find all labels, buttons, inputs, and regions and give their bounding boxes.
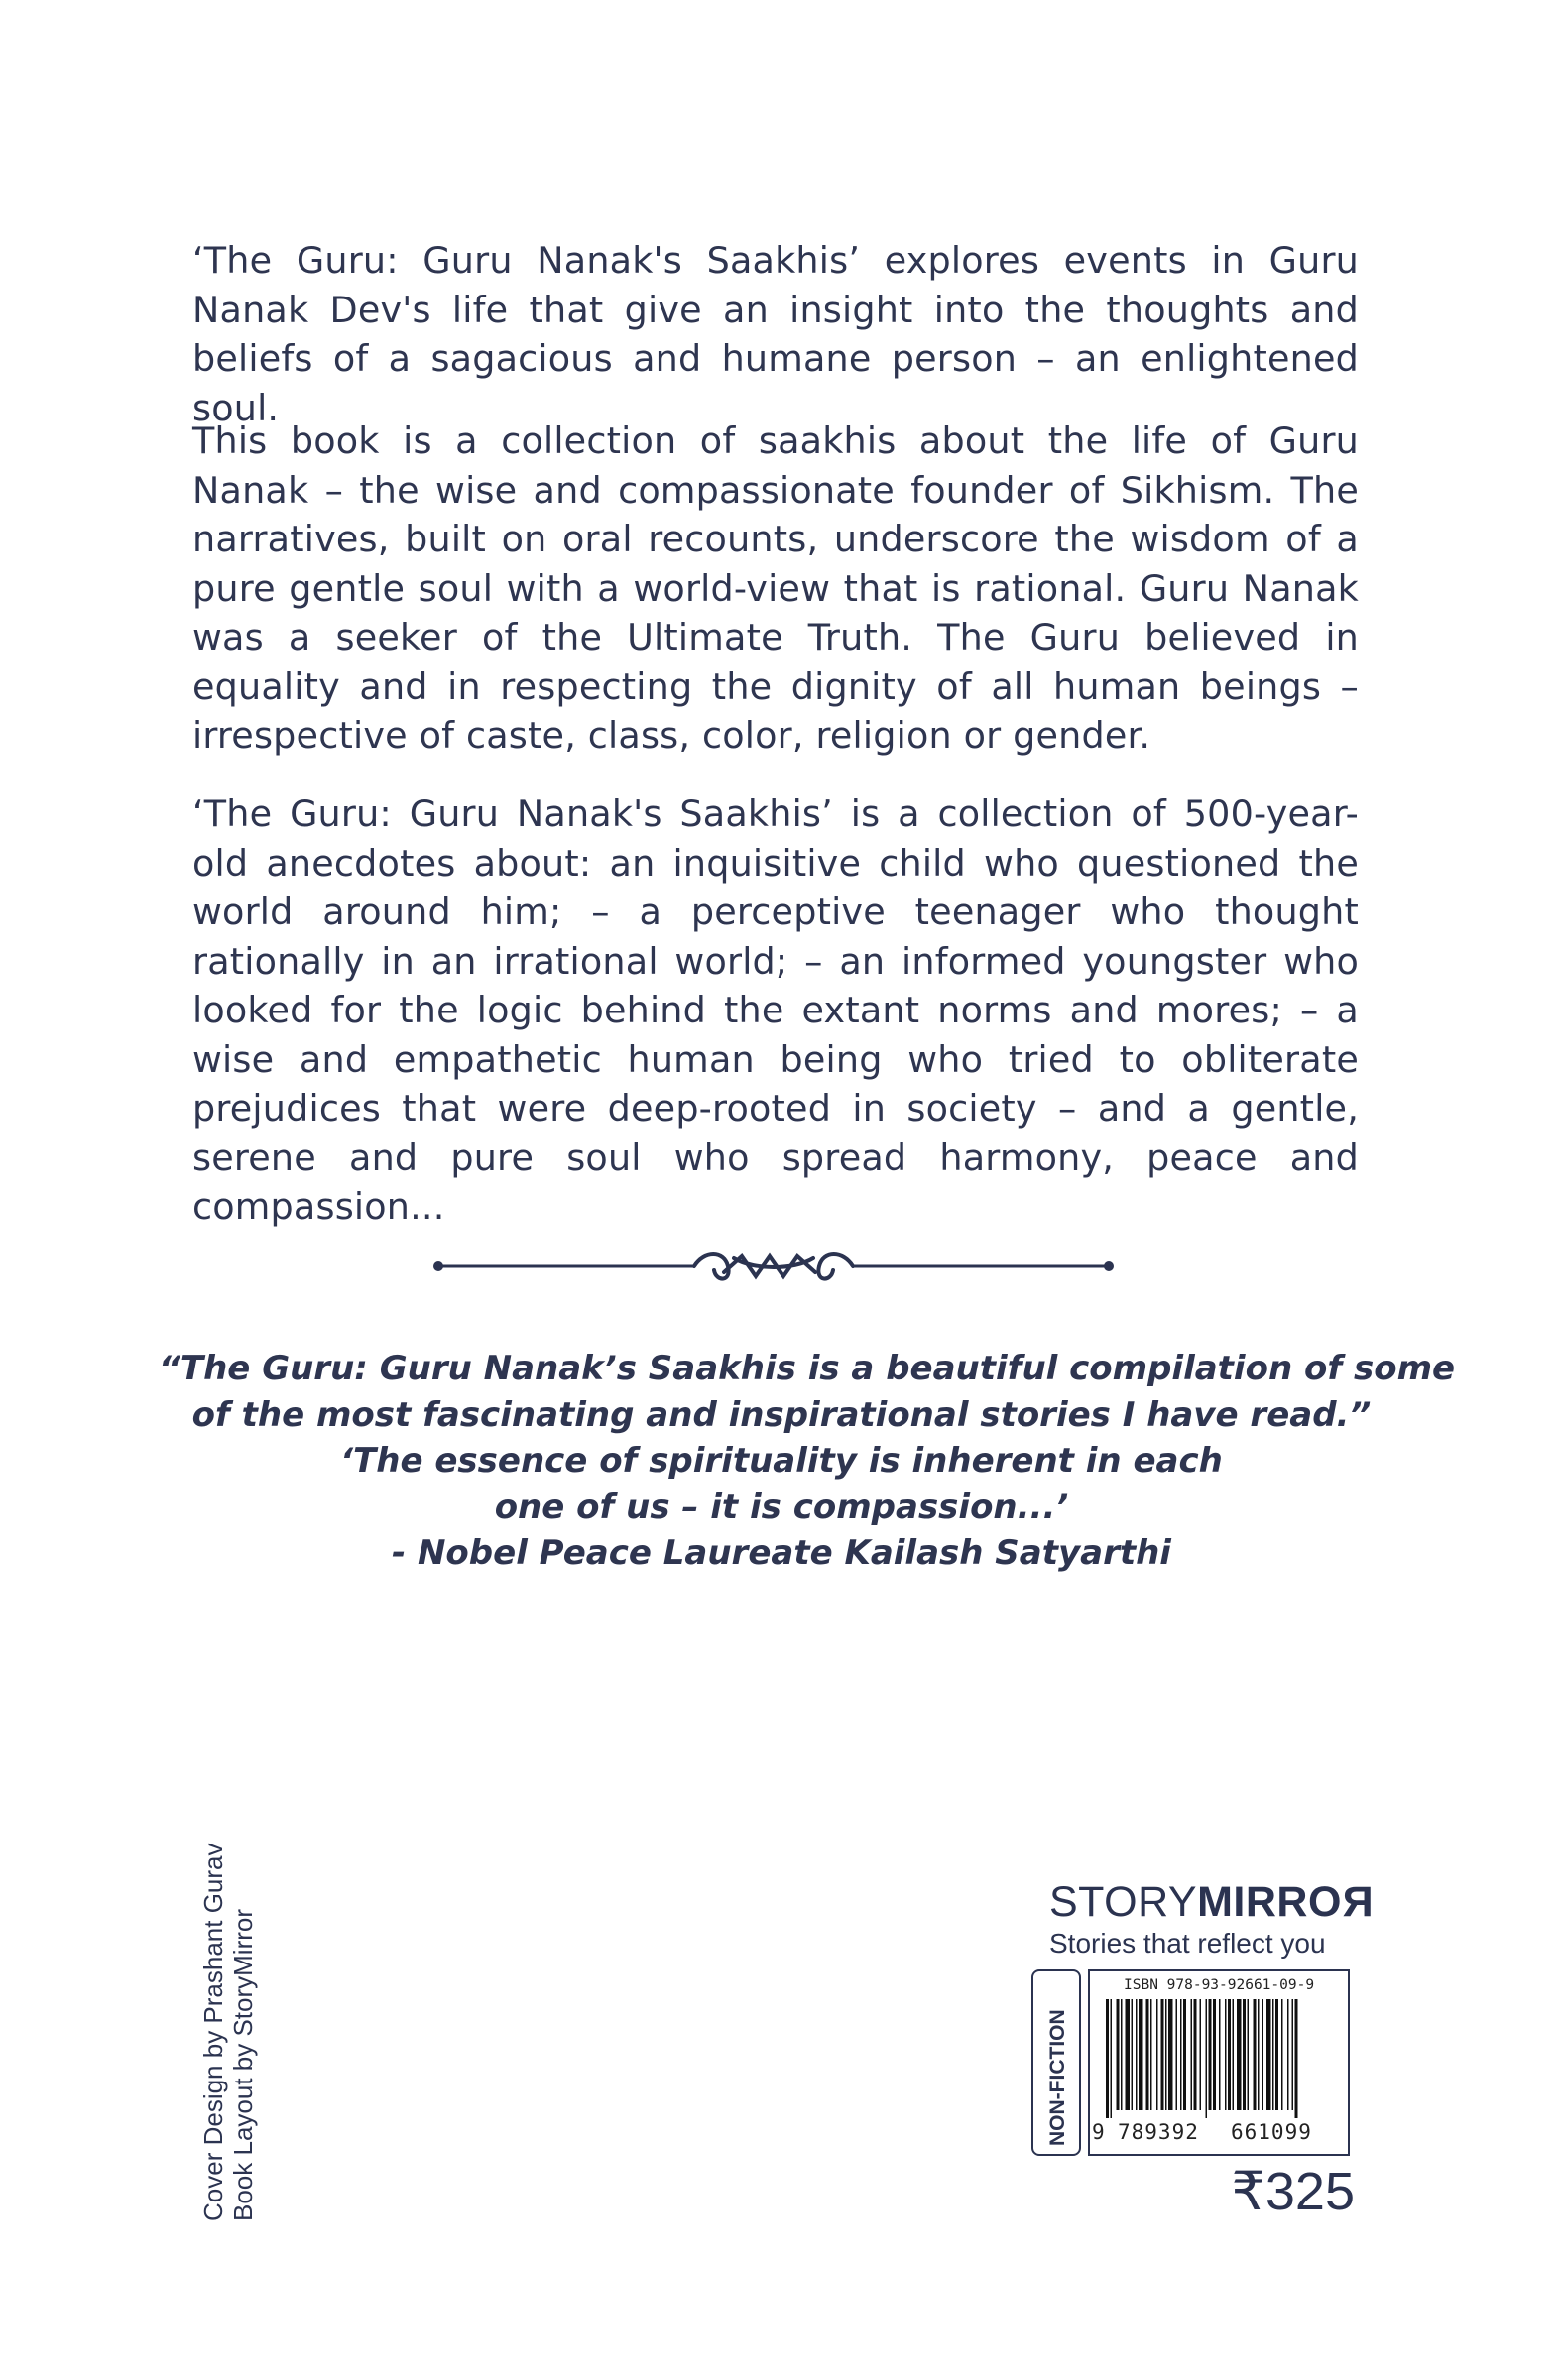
barcode-bars <box>1100 1999 1342 2118</box>
barcode-bar <box>1209 1999 1212 2110</box>
barcode-bar <box>1150 1999 1152 2110</box>
barcode-bar <box>1258 1999 1260 2110</box>
barcode-bar <box>1275 1999 1278 2110</box>
barcode-bar <box>1136 1999 1138 2110</box>
design-credits <box>198 1843 258 2221</box>
barcode-bar <box>1243 1999 1246 2110</box>
publisher-logo <box>1049 1878 1374 1960</box>
cover-design-credit: Cover Design by Prashant Gurav <box>198 1843 228 2221</box>
barcode-bar <box>1132 1999 1134 2110</box>
barcode-bar <box>1281 1999 1283 2110</box>
barcode-digit-group-2: 661099 <box>1231 2120 1312 2144</box>
layout-credit: Book Layout by StoryMirror <box>228 1908 258 2221</box>
quote-line-1: “The Guru: Guru Nanak’s Saakhis is a beautiful compilation of some <box>159 1349 1456 1388</box>
barcode-bar <box>1254 1999 1257 2110</box>
barcode-bar <box>1117 1999 1120 2110</box>
isbn-label: ISBN 978-93-92661-09-9 <box>1124 1977 1315 1993</box>
genre-badge <box>1031 1969 1081 2156</box>
quote-line-4: one of us – it is compassion...’ <box>494 1487 1069 1527</box>
barcode-bar <box>1262 1999 1264 2110</box>
description-paragraph-2: This book is a collection of saakhis about the life of Guru Nanak – the wise and compassionate founder of Sikhism. The narratives, built on oral recounts, underscore the wisdom of a pure gentle soul with a world-view that is rational. Guru Nanak was a seeker of the Ultimate Truth. The Guru believed in equality and in respecting the dignity of all human beings – irrespective of caste, class, color, religion or gender. <box>192 419 1359 757</box>
barcode-bar <box>1200 1999 1202 2110</box>
publisher-tagline: Stories that reflect you <box>1049 1928 1326 1959</box>
quote-attribution: - Nobel Peace Laureate Kailash Satyarthi <box>392 1533 1171 1573</box>
quote-line-2: of the most fascinating and inspirational stories I have read.” <box>191 1394 1372 1435</box>
barcode-bar <box>1292 1999 1294 2110</box>
quote-line-3: ‘The essence of spirituality is inherent in each <box>340 1441 1223 1481</box>
barcode-bar <box>1176 1999 1178 2110</box>
barcode-bar <box>1266 1999 1271 2110</box>
barcode-bar <box>1206 1999 1208 2118</box>
barcode-bar <box>1287 1999 1289 2110</box>
barcode-first-digit: 9 <box>1092 2120 1105 2144</box>
endorsement-quote <box>159 1346 1456 1577</box>
barcode-bar <box>1168 1999 1173 2110</box>
ornament-divider <box>426 1237 1121 1296</box>
barcode-bar <box>1139 1999 1143 2110</box>
barcode-bar <box>1111 1999 1113 2118</box>
barcode-bar <box>1228 1999 1231 2110</box>
barcode-bar <box>1146 1999 1149 2110</box>
barcode-bar <box>1191 1999 1193 2110</box>
barcode-bar <box>1194 1999 1197 2110</box>
barcode-bar <box>1183 1999 1186 2110</box>
barcode-bar <box>1126 1999 1131 2110</box>
barcode-bar <box>1233 1999 1235 2110</box>
publisher-name: STORYMIRROR <box>1049 1878 1374 1926</box>
description-paragraph-1: ‘The Guru: Guru Nanak's Saakhis’ explores events in Guru Nanak Dev's life that give an insight into the thoughts and beliefs of a sagacious and humane person – an enlightened soul. <box>192 239 1359 429</box>
barcode-bar <box>1295 1999 1298 2118</box>
barcode-bar <box>1180 1999 1182 2110</box>
barcode-bar <box>1225 1999 1227 2110</box>
barcode-bar <box>1213 1999 1216 2110</box>
isbn-barcode <box>1088 1969 1350 2156</box>
barcode-bar <box>1165 1999 1167 2110</box>
barcode-bar <box>1237 1999 1242 2110</box>
barcode-bar <box>1161 1999 1164 2110</box>
barcode-bar <box>1156 1999 1158 2110</box>
barcode-bar <box>1219 1999 1221 2110</box>
barcode-bar <box>1248 1999 1250 2110</box>
description-paragraph-3: ‘The Guru: Guru Nanak's Saakhis’ is a collection of 500-year-old anecdotes about: an inquisitive child who questioned the world around him; – a perceptive teenager who thought rationally in an irrational world; – an informed youngster who looked for the logic behind the extant norms and mores; – a wise and empathetic human being who tried to obliterate prejudices that were deep-rooted in society – and a gentle, serene and pure soul who spread harmony, peace and compassion... <box>192 792 1359 1228</box>
genre-label: NON-FICTION <box>1046 2009 1069 2146</box>
barcode-bar <box>1272 1999 1274 2110</box>
price-label: ₹325 <box>1231 2162 1355 2221</box>
barcode-digit-group-1: 789392 <box>1118 2120 1199 2144</box>
barcode-bar <box>1106 1999 1109 2118</box>
barcode-bar <box>1121 1999 1123 2110</box>
